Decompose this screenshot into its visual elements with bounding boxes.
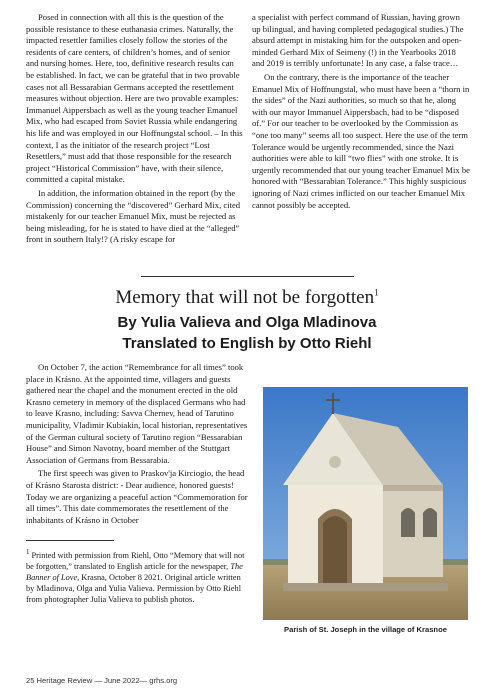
article-title-text: Memory that will not be forgotten: [115, 287, 375, 308]
footnote-divider: [26, 540, 114, 541]
paragraph: Posed in connection with all this is the question of the possible resistance to these euthanasia crimes. Naturally, the impacted resettler families closely follow the stories of the residents of care centers, of children’s homes, and of senior and nursing homes. Here, too, definitive research results can be established. In fact, we can be grateful that in two provable cases not all Bessarabian Germans accepted the resettlement measures without objection. Here are two provable examples: Immanuel Aippersbach as well as the young teacher Emanuel Mix, who had escaped from Soviet Russia while endangering his life and was employed in our Hoffnungstal school. – In this context, I as the initiator of the research project “Lost Resettlers,” must add that those responsible for the research project “Historical Commission” have, with their silence, committed a capital mistake.: [26, 12, 243, 185]
article-translator: Translated to English by Otto Riehl: [122, 335, 372, 352]
footnote-ref: 1: [374, 287, 379, 298]
photo-caption: Parish of St. Joseph in the village of Krasnoe: [284, 625, 447, 634]
article-byline: By Yulia Valieva and Olga Mladinova: [117, 314, 377, 331]
page-footer: 25 Heritage Review — June 2022— grhs.org: [26, 676, 178, 685]
footnote-text: Printed with permission from Riehl, Otto “Memory that will not be forgotten,” translated to English article for the newspaper,: [26, 550, 245, 571]
paragraph: a specialist with perfect command of Russian, having grown up bilingual, and having completed pedagogical studies.) The absurd attempt in mistaking him for the outspoken and open-minded Gerhard Mix of Seimeny (!) in the Yearbooks 2018 and 2019 is terribly unfortunate! In any case, a false trace…: [252, 12, 464, 69]
footnote-italic: The Banner of Love: [26, 561, 243, 582]
paragraph: The first speech was given to Praskov'ja Kirciogio, the head of Krásno Starosta district: - Dear audience, honored guests! Today we are organizing a peaceful action “Commemoration for all times”. This date commemorates the resettlement of the inhabitants of Krásno in October: [26, 468, 248, 525]
section-divider: [141, 276, 354, 277]
top-left-column: [26, 12, 243, 248]
paragraph: In addition, the information obtained in the report (by the Commission) concerning the “discovered” Gerhard Mix, cited mistakenly for our teacher Emanuel Mix, must be rejected as being misleading, for he is stated to have died at the “alleged” front in southern Italy!? (A risky escape for: [26, 187, 241, 245]
paragraph: On October 7, the action “Remembrance for all times” took place in Krásno. At the appointed time, villagers and guests gathered near the chapel and the monument erected in the old Krasno cemetery in memory of the displaced Germans who had to leave Krasno, including: Savva Chernev, head of Tarutino municipality, Vladimir Kubiakin, local historian, representatives of the German cultural society of Tarutino region “Bessarabian House” and Simon Navotny, board member of the Stuttgart Association of Germans from Bessarabia.: [26, 362, 248, 465]
top-right-column: [252, 12, 470, 213]
footnote-mark: 1: [26, 549, 30, 556]
paragraph: On the contrary, there is the importance of the teacher Emanuel Mix of Hoffnungstal, who must have been a “thorn in the sides” of the Nazi authorities, so much so that he, along with our mayor Immanuel Aippersbach, had to be “disposed of.” For our teacher to be overlooked by the Commission as “one too many” seems all too suspect. Here the use of the term Tolerance would be urgently recommended, since the Nazi authorities were able to kill “two flies” with one stroke. It is urgently recommended that our young teacher Emanuel Mix be honored with “Bessarabian Tolerance.” This highly suspicious ignoring of Nazi crimes inflicted on our teacher Emanuel Mix cannot possibly be accepted.: [252, 71, 470, 210]
church-photo: [263, 387, 468, 620]
footnote: [26, 547, 251, 605]
footnote-text-end: , Krasna, October 8 2021. Original article written by Mladinova, Olga and Yulia Valieva. Permission by Otto Riehl from photographer Julia Valieva to publish photos.: [26, 572, 242, 604]
article-title: [0, 287, 494, 309]
article-body: [26, 362, 251, 528]
